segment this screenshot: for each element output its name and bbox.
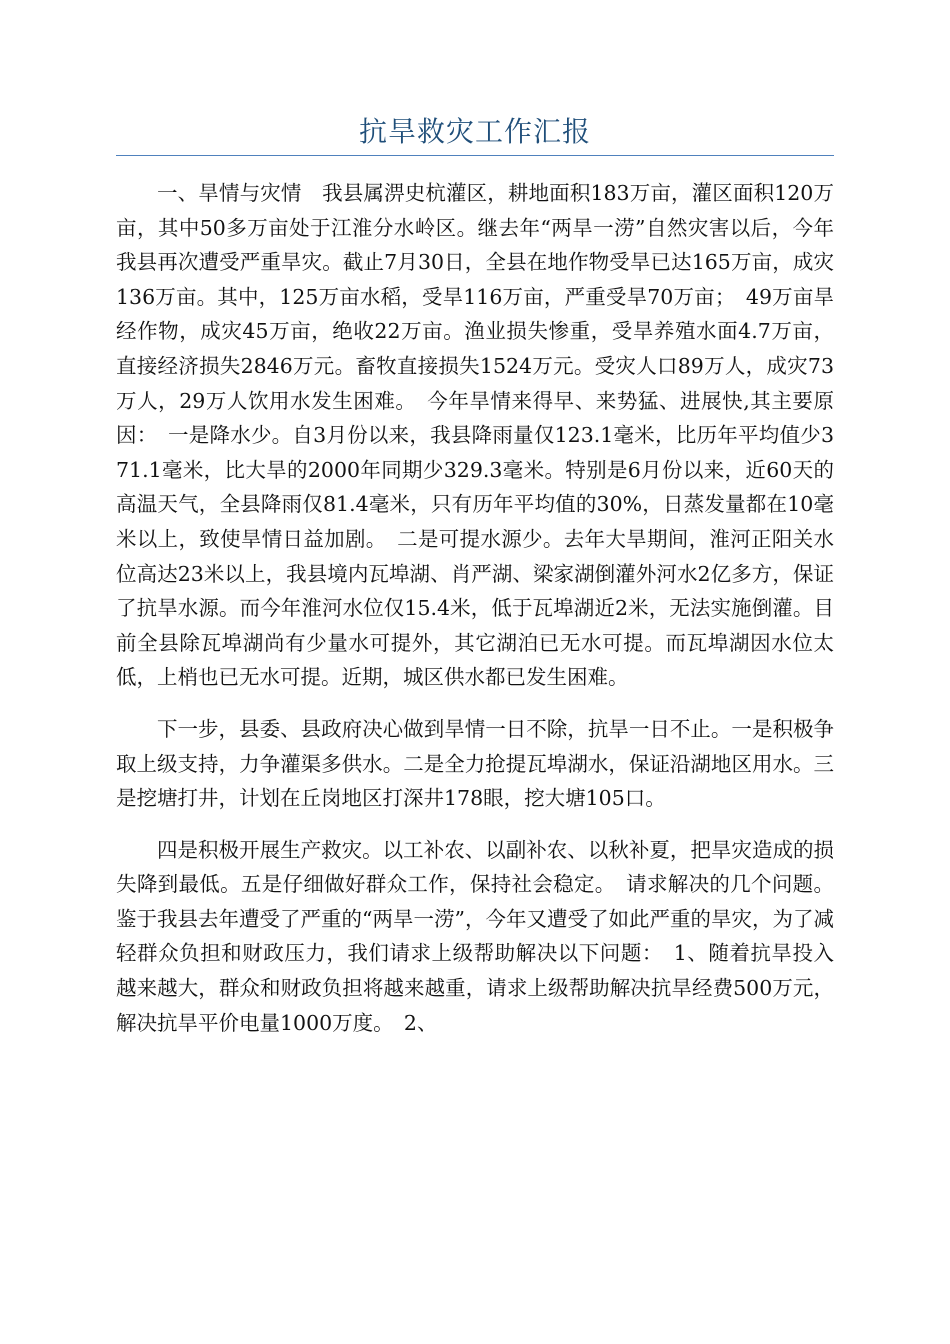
paragraph-requests: 四是积极开展生产救灾。以工补农、以副补农、以秋补夏，把旱灾造成的损失降到最低。五是仔细做好群众工作，保持社会稳定。 请求解决的几个问题。鉴于我县去年遭受了严重的“两旱一涝”，今年又遭受了如此严重的旱灾，为了减轻群众负担和财政压力，我们请求上级帮助解决以下问题： 1、随着抗旱投入越来越大，群众和财政负担将越来越重，请求上级帮助解决抗旱经费500万元，解决抗旱平价电量1000万度。 2、 — [116, 837, 834, 1035]
document-body — [116, 176, 834, 1040]
paragraph-drought-situation: 一、旱情与灾情 我县属淠史杭灌区，耕地面积183万亩，灌区面积120万亩，其中50多万亩处于江淮分水岭区。继去年“两旱一涝”自然灾害以后，今年我县再次遭受严重旱灾。截止7月30日，全县在地作物受旱已达165万亩，成灾136万亩。其中，125万亩水稻，受旱116万亩，严重受旱70万亩； 49万亩旱经作物，成灾45万亩，绝收22万亩。渔业损失惨重，受旱养殖水面4.7万亩，直接经济损失2846万元。畜牧直接损失1524万元。受灾人口89万人，成灾73万人，29万人饮用水发生困难。 今年旱情来得早、来势猛、进展快,其主要原因： 一是降水少。自3月份以来，我县降雨量仅123.1毫米，比历年平均值少371.1毫米，比大旱的2000年同期少329.3毫米。特别是6月份以来，近60天的高温天气，全县降雨仅81.4毫米，只有历年平均值的30%，日蒸发量都在10毫米以上，致使旱情日益加剧。 二是可提水源少。去年大旱期间，淮河正阳关水位高达23米以上，我县境内瓦埠湖、肖严湖、梁家湖倒灌外河水2亿多方，保证了抗旱水源。而今年淮河水位仅15.4米，低于瓦埠湖近2米，无法实施倒灌。目前全县除瓦埠湖尚有少量水可提外，其它湖泊已无水可提。而瓦埠湖因水位太低，上梢也已无水可提。近期，城区供水都已发生困难。 — [116, 181, 834, 690]
title-underline — [116, 155, 834, 156]
document-title: 抗旱救灾工作汇报 — [358, 115, 591, 148]
paragraph-next-steps: 下一步，县委、县政府决心做到旱情一日不除，抗旱一日不止。一是积极争取上级支持，力争灌渠多供水。二是全力抢提瓦埠湖水，保证沿湖地区用水。三是挖塘打井，计划在丘岗地区打深井178眼，挖大塘105口。 — [116, 716, 834, 811]
